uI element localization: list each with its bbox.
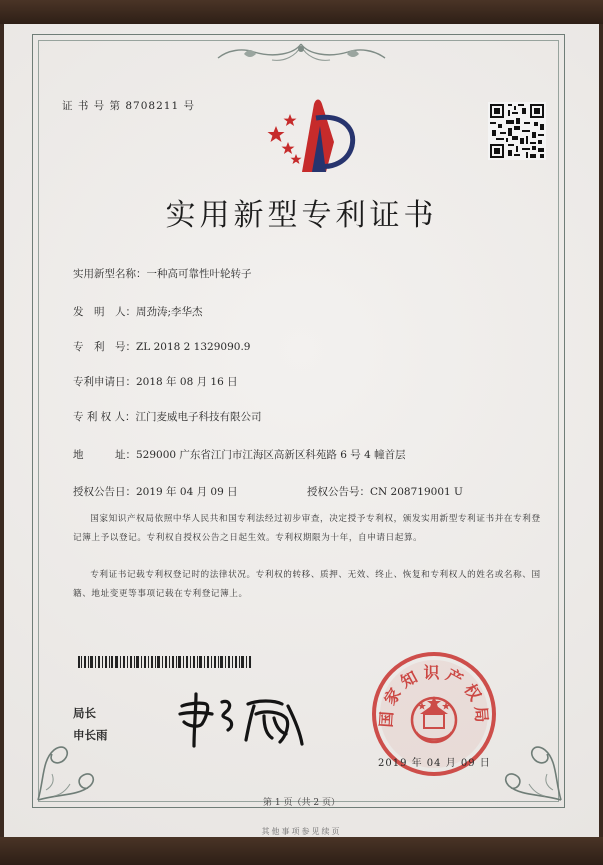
field-patent-number [73,339,250,354]
certificate-number-value: 8708211 [125,100,180,112]
field-grant-date [73,484,238,499]
handwritten-signature-icon [176,688,308,750]
field-label: 实用新型名称： [73,268,147,280]
field-label: 地 址： [73,449,136,461]
certificate-number-suffix: 号 [183,100,195,112]
field-value: 江门麦威电子科技有限公司 [135,411,262,423]
field-value: 2018 年 08 月 16 日 [136,376,238,388]
legal-status-paragraph: 专利证书记载专利权登记时的法律状况。专利权的转移、质押、无效、终止、恢复和专利权人的姓名或名称、国籍、地址变更等事项记载在专利登记簿上。 [73,570,541,599]
certificate-number [62,98,195,113]
qr-code-icon [488,102,546,160]
cnipa-logo-icon [262,96,360,174]
field-inventor [73,304,203,319]
issue-date: 2019 年 04 月 09 日 [378,758,491,769]
field-value: 2019 年 04 月 09 日 [136,486,238,498]
svg-text:国家知识产权局: 国家知识产权局 [376,663,492,728]
field-patentee [73,409,262,424]
field-value: 一种高可靠性叶轮转子 [146,268,252,280]
field-label: 授权公告日： [73,486,136,498]
officer-title: 局长 [73,706,96,720]
field-label: 发 明 人： [73,306,136,318]
continuation-note: 其他事项参见续页 [261,827,342,836]
field-value: CN 208719001 U [370,486,463,498]
wooden-frame-top [0,0,603,24]
field-label: 专 利 号： [73,341,136,353]
field-value: 529000 广东省江门市江海区高新区科苑路 6 号 4 幢首层 [136,449,406,461]
field-utility-model-name [73,266,252,281]
field-grant-number [307,484,463,499]
officer-name: 申长雨 [73,728,108,742]
top-ornament-icon [214,40,389,68]
field-label: 专 利 权 人： [73,411,136,423]
field-address [73,447,406,462]
wooden-frame-bottom [0,837,603,865]
barcode-icon [78,656,252,668]
grant-statement-paragraph: 国家知识产权局依照中华人民共和国专利法经过初步审查，决定授予专利权，颁发实用新型专利证书并在专利登记簿上予以登记。专利权自授权公告之日起生效。专利权期限为十年，自申请日起算。 [73,514,541,543]
field-value: 周劲涛;李华杰 [136,306,203,318]
page-number: 第 1 页（共 2 页） [263,798,340,808]
field-filing-date [73,374,238,389]
field-value: ZL 2018 2 1329090.9 [136,341,251,353]
field-label: 授权公告号： [307,486,370,498]
page-title: 实用新型专利证书 [165,198,438,233]
field-label: 专利申请日： [73,376,136,388]
certificate-number-label: 证 书 号 第 [62,100,122,112]
